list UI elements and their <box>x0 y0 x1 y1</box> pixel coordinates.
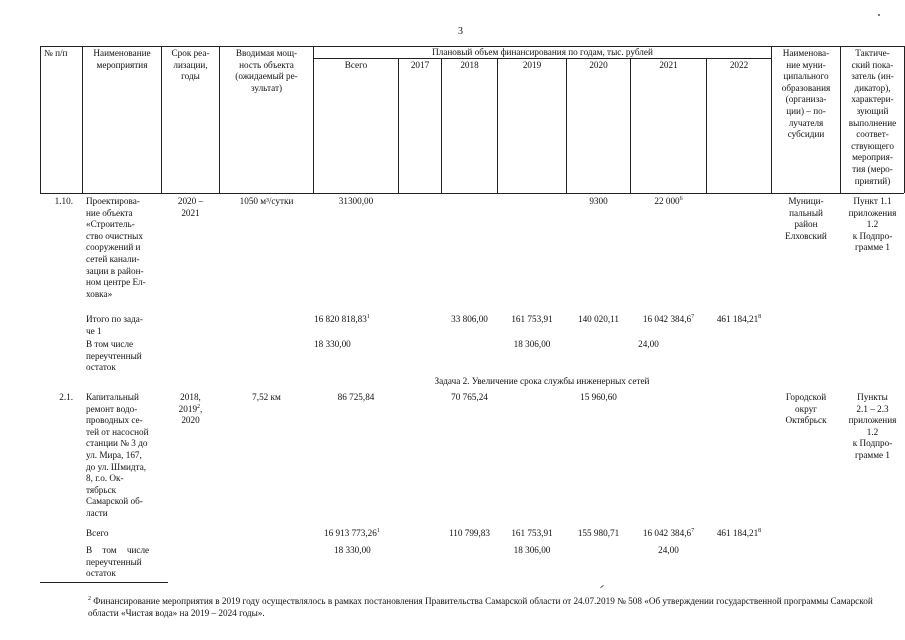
row-y2020: 155 980,71 <box>577 528 620 538</box>
row-capacity: 1050 м³/сутки <box>239 196 294 206</box>
header-period: Срок реа- лизации, годы <box>171 48 210 82</box>
row-capacity: 7,52 км <box>252 392 281 402</box>
row-name: Капитальный ремонт водо- проводных се- тей от насосной станции № 3 до ул. Мира, 167, до ул. Шмидта, 8, г.о. Ок- тябрьск Самарской об- ласти <box>86 392 149 518</box>
row-label: Итого по зада- че 1 <box>86 314 143 336</box>
row-total: 18 330,00 <box>314 339 351 349</box>
row-y2020: 15 960,60 <box>580 392 617 402</box>
header-name: Наименование мероприятия <box>93 48 151 70</box>
row-indicator: Пункты 2.1 – 2.3 приложения 1.2 к Подпро- грамме 1 <box>848 392 897 460</box>
row-y2018: 110 799,83 <box>448 528 490 538</box>
row-num: 1.10. <box>54 196 73 206</box>
row-num: 2.1. <box>59 392 73 402</box>
row-y2021: 24,00 <box>658 545 679 555</box>
header-num: № п/п <box>44 48 68 58</box>
scan-mark <box>878 14 880 16</box>
row-y2018: 33 806,00 <box>451 314 488 324</box>
row-label: В том числе переучтенный остаток <box>86 339 142 373</box>
row-municipality: Муници- пальный район Елховский <box>785 196 827 241</box>
page-number: 3 <box>458 26 463 37</box>
row-y2019: 161 753,91 <box>511 314 553 324</box>
row-total: 31300,00 <box>338 196 374 206</box>
row-y2021: 22 $000^6$ <box>654 196 683 206</box>
row-name: Проектирова- ние объекта «Строитель- ство очистных сооружений и сетей канали- зации в район- ном центре Ел- ховка» <box>86 196 146 299</box>
header-year-2018: 2018 <box>460 60 479 70</box>
header-year-2017: 2017 <box>410 60 430 70</box>
row-y2019: 18 306,00 <box>513 339 551 349</box>
row-y2022: 461 184,21$^8$ <box>716 528 762 538</box>
row-y2021: 24,00 <box>638 339 659 349</box>
row-y2018: 70 765,24 <box>451 392 488 402</box>
row-y2019: 18 306,00 <box>513 545 551 555</box>
row-y2019: 161 753,91 <box>511 528 553 538</box>
row-y2020: 140 020,11 <box>577 314 619 324</box>
row-indicator: Пункт 1.1 приложения 1.2 к Подпро- грамме 1 <box>848 196 897 253</box>
row-y2021: 16 042 384,6$^7$ <box>642 528 695 538</box>
header-funding: Плановый объем финансирования по годам, тыс. рублей <box>432 47 653 57</box>
footnote: $^2$ Финансирование мероприятия в 2019 году осуществлялось в рамках постановления Правительства Самарской области от 24.07.2019 № 508 «Об утверждении государственной программы Самарской области «Чистая вода» на 2019 – 2024 годы». <box>88 596 873 618</box>
row-total: 16 913 773,26$^1$ <box>324 528 380 538</box>
scan-mark <box>600 585 604 588</box>
row-label: Всего <box>86 528 109 538</box>
header-year-2019: 2019 <box>522 60 542 70</box>
header-year-2021: 2021 <box>659 60 678 70</box>
task2-heading: Задача 2. Увеличение срока службы инженерных сетей <box>434 376 650 386</box>
header-capacity: Вводимая мощ- ность объекта (ожидаемый ре- зультат) <box>235 48 298 93</box>
row-y2021: 16 042 384,6$^7$ <box>642 314 695 324</box>
row-y2020: 9300 <box>589 196 608 206</box>
row-y2022: 461 184,21$^8$ <box>716 314 762 324</box>
header-municipality: Наименова- ние муни- ципального образования (организа- ции) – по- лучателя субсидии <box>781 48 831 140</box>
header-year-2022: 2022 <box>729 60 749 70</box>
row-label: В том числе переучтенный остаток <box>86 545 150 579</box>
row-total: 18 330,00 <box>334 545 371 555</box>
row-total: 86 725,84 <box>337 392 375 402</box>
header-total: Всего <box>344 60 368 70</box>
row-municipality: Городской округ Октябрьск <box>785 392 827 426</box>
row-period: 2020 – 2021 <box>177 196 204 218</box>
header-indicator: Тактиче- ский пока- затель (ин- дикатор), характери- зующий выполнение соответ- ствующего мероприя- тия (меро- приятий) <box>848 48 897 186</box>
row-period: 2018, 2019$^2$, 2020 <box>178 392 203 426</box>
header-year-2020: 2020 <box>589 60 608 70</box>
row-total: 16 820 818,83$^1$ <box>314 314 370 324</box>
